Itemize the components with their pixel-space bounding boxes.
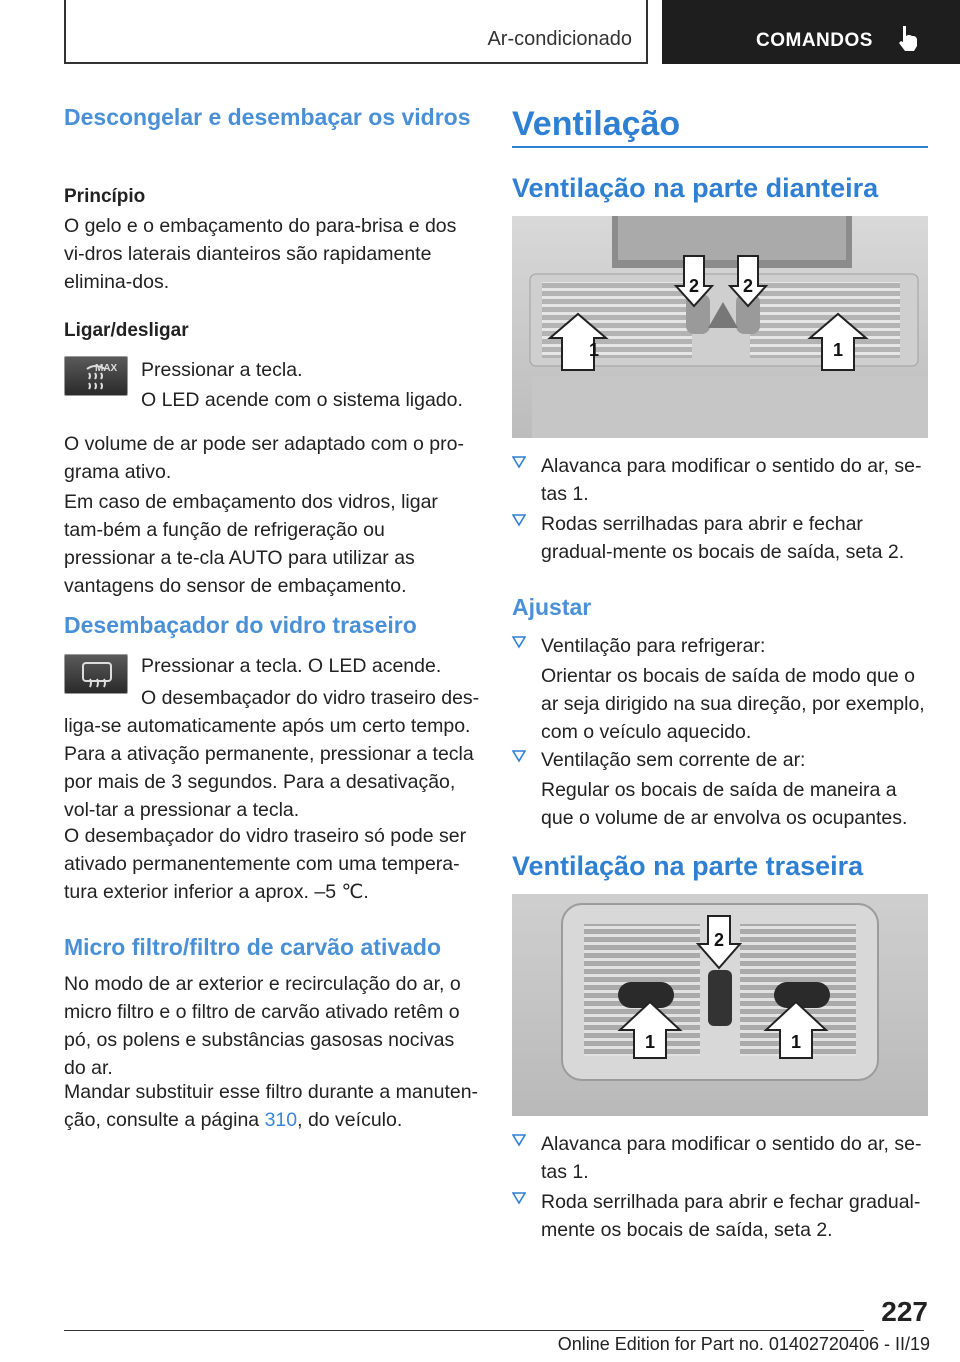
bullet-triangle-icon	[512, 749, 526, 763]
rear-button-text1: Pressionar a tecla. O LED acende.	[141, 655, 442, 677]
filter-text: No modo de ar exterior e recirculação do ar, o micro filtro e o filtro de carvão ativado retêm o pó, os polens e substâncias gasosas nocivas do ar.	[64, 973, 461, 1079]
header-chapter-title: COMANDOS	[756, 30, 873, 51]
front-bullet-1-text: Alavanca para modificar o sentido do ar, se-tas 1.	[541, 455, 922, 505]
filter-service-text	[64, 1078, 480, 1134]
onoff-heading: Ligar/desligar	[64, 320, 189, 341]
front-callout-1-right: 1	[832, 340, 844, 360]
header-section-box	[64, 0, 648, 64]
rear-defrost-title: Desembaçador do vidro traseiro	[64, 612, 417, 638]
principle-heading: Princípio	[64, 186, 146, 207]
bullet-triangle-icon	[512, 513, 526, 527]
front-callout-1-left: 1	[588, 340, 600, 360]
adjust-item-1-title: Ventilação para refrigerar:	[541, 635, 766, 657]
rear-bullet-2-text: Roda serrilhada para abrir e fechar gradual-mente os bocais de saída, seta 2.	[541, 1191, 921, 1241]
adjust-item-2-title: Ventilação sem corrente de ar:	[541, 749, 806, 771]
rear-bullet-1-text: Alavanca para modificar o sentido do ar, se-tas 1.	[541, 1133, 922, 1183]
max-button-text2: O LED acende com o sistema ligado.	[141, 389, 463, 411]
front-callout-2-left: 2	[688, 276, 700, 296]
rear-temperature-text: O desembaçador do vidro traseiro só pode ser ativado permanentemente com uma tempera-tura exterior inferior a aprox. ‒5 ℃.	[64, 825, 467, 903]
defrost-title: Descongelar e desembaçar os vidros	[64, 104, 471, 130]
bullet-triangle-icon	[512, 455, 526, 469]
rear-callout-1-left: 1	[644, 1032, 656, 1052]
filter-service-post: , do veículo.	[297, 1109, 403, 1131]
header-chapter-tab	[662, 0, 960, 64]
front-ventilation-title: Ventilação na parte dianteira	[512, 173, 879, 203]
adjust-item-1-text: Orientar os bocais de saída de modo que o ar seja dirigido na sua direção, por exemplo, com o veículo aquecido.	[541, 665, 925, 743]
max-defrost-icon	[65, 357, 129, 397]
page-310-link[interactable]: 310	[264, 1109, 298, 1131]
rear-permanent-text: Para a ativação permanente, pressionar a tecla por mais de 3 segundos. Para a desativação, vol-tar a pressionar a tecla.	[64, 743, 474, 821]
max-defrost-button-image	[64, 356, 128, 396]
svg-text:MAX: MAX	[95, 363, 118, 374]
title-rule	[512, 146, 928, 148]
filter-service-pre: Mandar substituir esse filtro durante a manuten-ção, consulte a página	[64, 1081, 479, 1131]
volume-text: O volume de ar pode ser adaptado com o pro-grama ativo.	[64, 433, 464, 483]
rear-callout-1-right: 1	[790, 1032, 802, 1052]
header-section-title: Ar-condicionado	[487, 28, 632, 50]
front-bullet-2-text: Rodas serrilhadas para abrir e fechar gradual-mente os bocais de saída, seta 2.	[541, 513, 905, 563]
adjust-title: Ajustar	[512, 594, 592, 620]
bullet-triangle-icon	[512, 635, 526, 649]
rear-callout-2: 2	[713, 930, 725, 950]
ventilation-title: Ventilação	[512, 105, 681, 143]
bullet-triangle-icon	[512, 1133, 526, 1147]
pointing-hand-icon	[896, 24, 922, 52]
rear-button-text2: O desembaçador do vidro traseiro des-liga-se automaticamente após um certo tempo.	[64, 687, 480, 737]
max-button-text1: Pressionar a tecla.	[141, 359, 303, 381]
adjust-item-2-text: Regular os bocais de saída de maneira a que o volume de ar envolva os ocupantes.	[541, 779, 908, 829]
filter-title: Micro filtro/filtro de carvão ativado	[64, 934, 442, 960]
front-callout-2-right: 2	[742, 276, 754, 296]
fog-text: Em caso de embaçamento dos vidros, ligar tam-bém a função de refrigeração ou pressionar a te-cla AUTO para utilizar as vantagens do sensor de embaçamento.	[64, 491, 438, 597]
page-number: 227	[881, 1296, 928, 1327]
rear-vents-image	[512, 894, 928, 1116]
bullet-triangle-icon	[512, 1191, 526, 1205]
footer-edition: Online Edition for Part no. 01402720406 - II/19	[557, 1334, 930, 1354]
rear-ventilation-title: Ventilação na parte traseira	[512, 851, 864, 881]
front-vents-image	[512, 216, 928, 438]
footer-rule	[64, 1330, 864, 1331]
principle-text: O gelo e o embaçamento do para-brisa e dos vi-dros laterais dianteiros são rapidamente elimina-dos.	[64, 215, 457, 293]
